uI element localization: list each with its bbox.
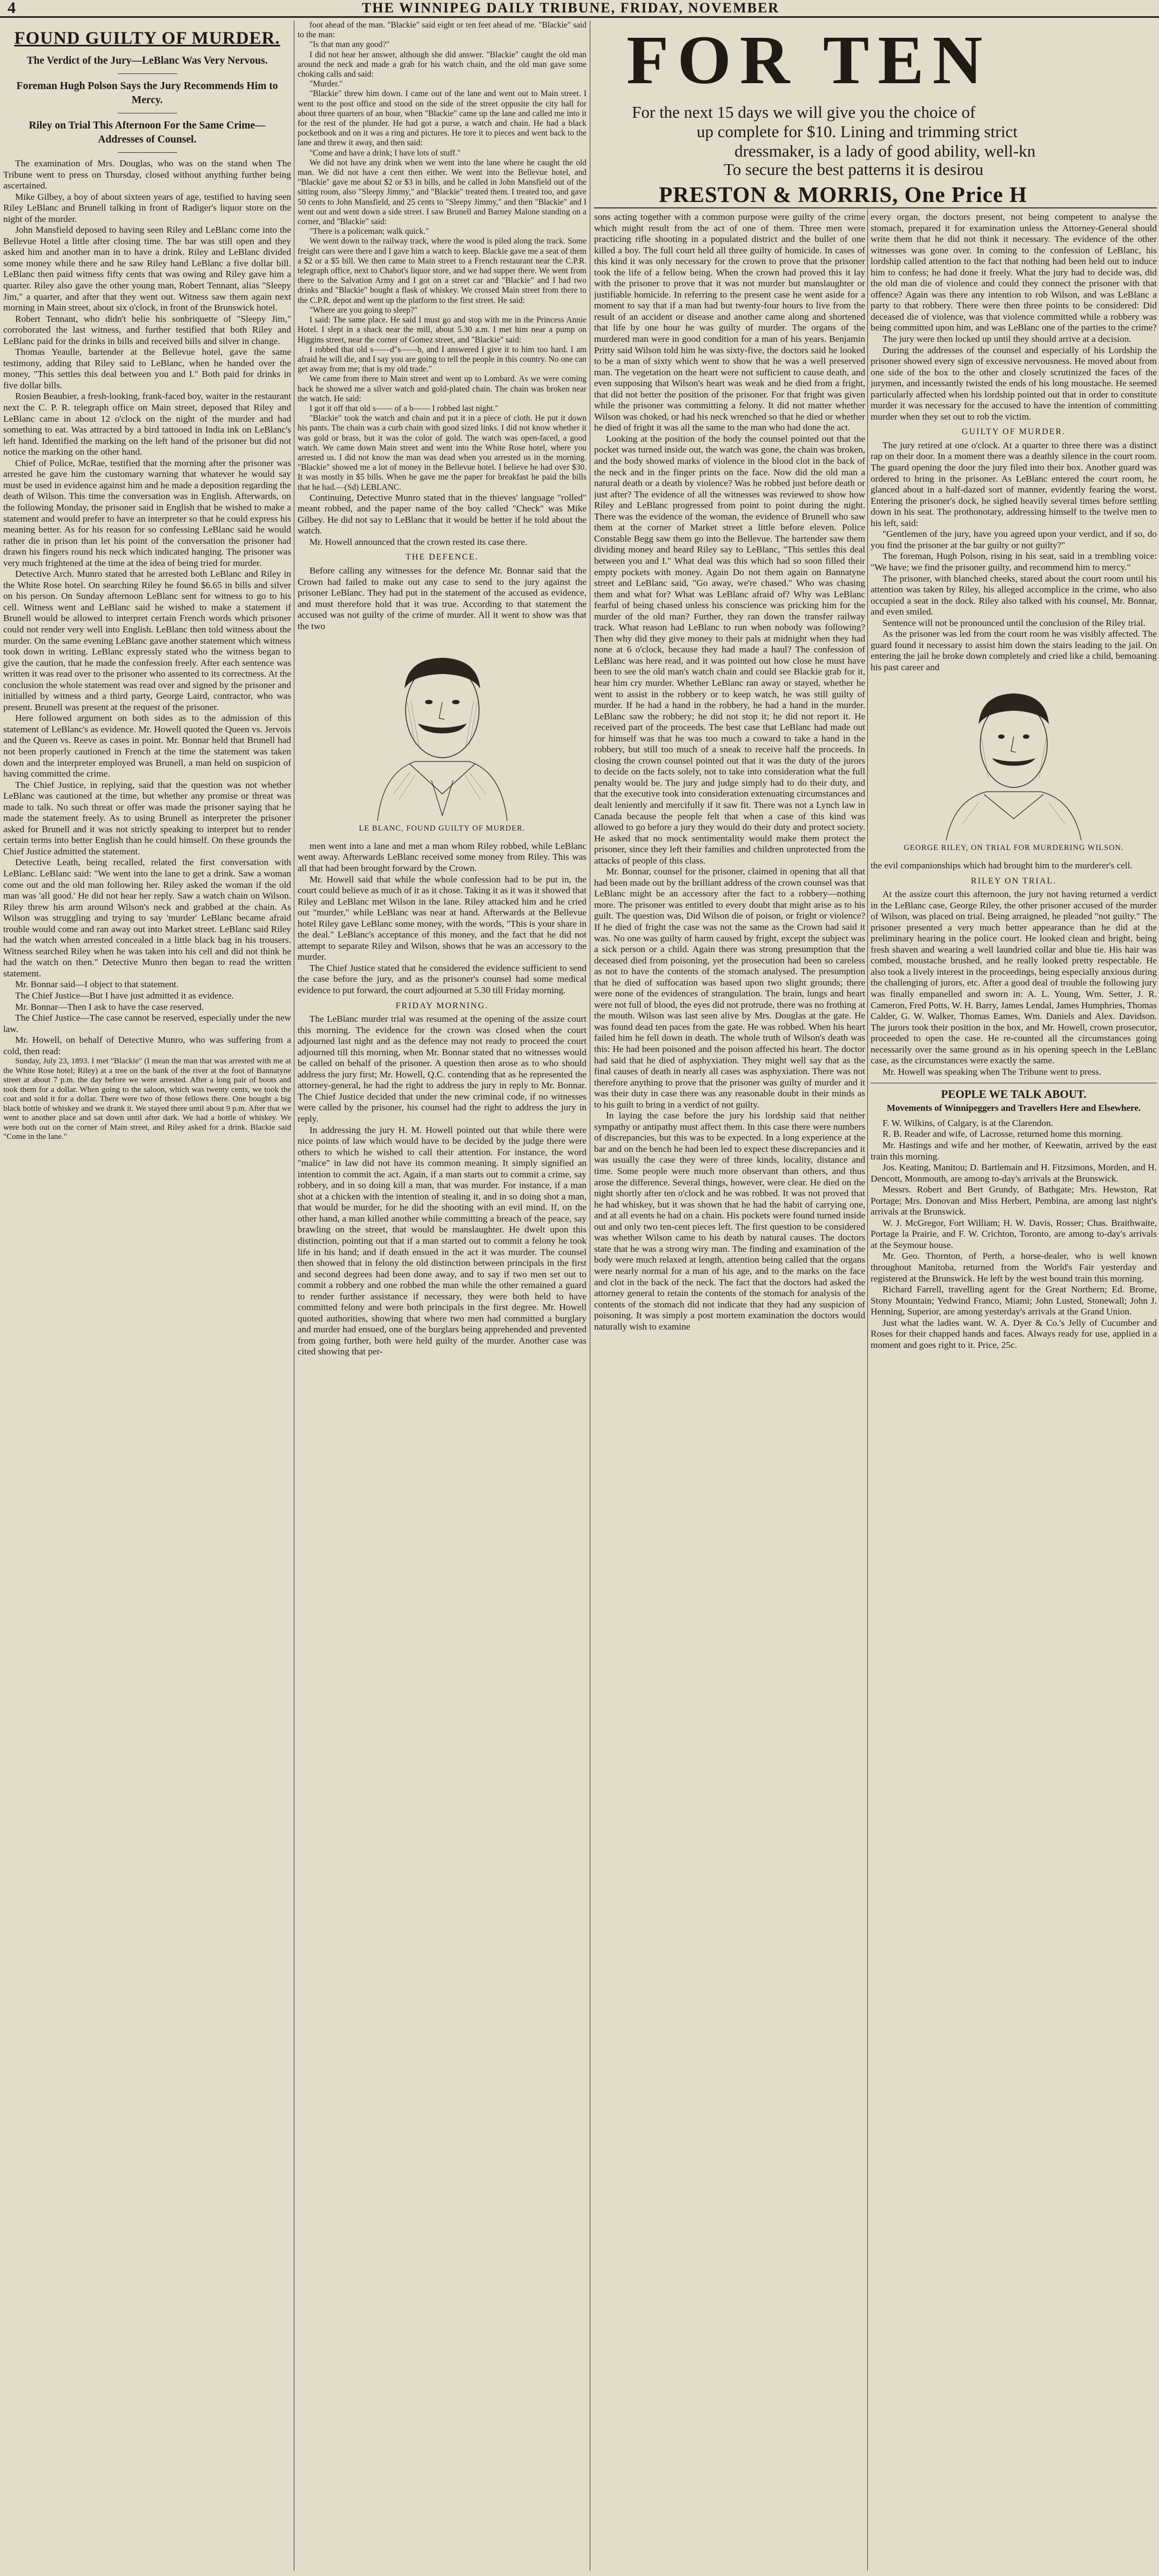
- paragraph: Sentence will not be pronounced until the conclusion of the Riley trial.: [882, 617, 1145, 628]
- paragraph: Richard Farrell, travelling agent for the Great Northern; Ed. Brome, Stony Mountain; Yedwind Franco, Miami; John Lusted, Stonewall; John J. Henning, Superior, are among yesterday's arrivals at the Grand Union.: [871, 1284, 1157, 1317]
- paragraph: Mr. Howell said that while the whole confession had to be put in, the court could believe as much of it as it chose. Taking it as it was it showed that Riley and LeBlanc met Wilson in the lane. Riley attacked him and he cried out "murder," while LeBlanc was near at hand. Afterwards at the Bellevue hotel Riley gave LeBlanc some money, with the words, "This is your share in the deal." LeBlanc's acceptance of this money, and the fact that he did not attempt to separate Riley and Wilson, shows that he was an accessory to the murder.: [298, 874, 587, 962]
- headline-deck: Riley on Trial This Afternoon For the Same Crime—Addresses of Counsel.: [29, 120, 266, 145]
- divider: [118, 152, 177, 153]
- paragraph: The prisoner, with blanched cheeks, stared about the court room until his attention was taken by Riley, his alleged accomplice in the crime, who also occupied a seat in the dock. Riley also talked with his counsel, Mr. Bonnar, and even smiled.: [871, 573, 1157, 617]
- ad-line: To secure the best patterns it is desirou: [724, 160, 983, 179]
- paragraph: Sunday, July 23, 1893. I met "Blackie" (I mean the man that was arrested with me at the White Rose hotel; Riley) at a tree on the bank of the river at the foot of Bannatyne street at about 7 p.m. the day before we were arrested. After a long pair of boots and took them for a dollar. When going to the saloon, which was twenty cents, we took the coat and sold it for a dollar. There were two of those fellows there. One bought a big black bottle of whiskey and we drank it. We stayed there until about 9 p.m. After that we went to another place and sat down until after dark. We had a bottle of whiskey. We were both out on the corner of Main street, and Riley asked for a drink. Blackie said "Come in the lane.": [3, 1057, 291, 1142]
- paragraph: Here followed argument on both sides as to the admission of this statement of LeBlanc's as evidence. Mr. Howell quoted the Queen vs. Jervois and the Queen vs. Reeve as cases in point. Mr. Bonnar held that Brunell had not been properly cautioned in French at the time the statement was taken down and the interpreter employed was Brunell, a man held on suspicion of having committed the crime.: [3, 713, 291, 779]
- paragraph: John Mansfield deposed to having seen Riley and LeBlanc come into the Bellevue Hotel a little after closing time. The bar was still open and they asked him and another man in to have a drink. Riley and LeBlanc divided some money while there and he saw Riley hand LeBlanc a five dollar bill. LeBlanc then paid witness fifty cents that was owing and Riley gave him a quarter. Riley also gave the other young man, Robert Tennant, alias "Sleepy Jim," a quarter, and after that they went out. Witness saw them again next morning in Main street, about six o'clock, in front of the Brunswick hotel.: [3, 225, 291, 313]
- headline-deck: Foreman Hugh Polson Says the Jury Recommends Him to Mercy.: [16, 80, 278, 106]
- paragraph: Mr. Bonnar, counsel for the prisoner, claimed in opening that all that had been made out by the brilliant address of the crown counsel was that LeBlanc might be an accessory after the fact to a robbery—nothing more. The prisoner was entitled to every doubt that might arise as to his guilt. The question was, Did Wilson die of poison, or fright or violence? If he died of fright the case was not the same as the Crown had said it was. No one was guilty of harm caused by fright, except the subject was a sick person or a child. Again there was strong presumption that the deceased died from poisoning, yet the prosecution had been so careless as not to have the contents of the stomach analysed. The presumption that he died of suffocation was based upon two slight grounds; there were none of the evidences of strangulation. The brain, lungs and heart were not full of blood, the eyes did not protrude, there was no frothing at the mouth. Wilson was last seen alive by Mrs. Douglas at the gate. He was found dead ten paces from the gate. He was robbed. When his heart failed him he fell down in death. The whole truth of Wilson's death was this: He had been poisoned and the poison affected his heart. The doctor had said that he died of asphyxiation. They might well say that as the final causes of death in nearly all cases was asphyxiation. There was not therefore anything to prove that the prisoner was guilty of murder and it was their duty in case there was any reasonable doubt in their minds as to his guilt to bring in a verdict of not guilty.: [594, 866, 865, 1110]
- ad-line: For the next 15 days we will give you the choice of: [632, 103, 976, 122]
- paragraph: We came from there to Main street and went up to Lombard. As we were coming back he showed me a silver watch and gold-plated chain. The chain was broken near the watch. He said:: [298, 374, 587, 403]
- paragraph: Mr. Howell was speaking when The Tribune went to press.: [882, 1066, 1101, 1077]
- paragraph: During the addresses of the counsel and especially of his Lordship the prisoner showed every sign of excessive nervousness. He moved about from one side of the box to the other and closely scrutinized the faces of the jurymen, and incessantly twisted the ends of his long moustache. He seemed particularly affected when his lordship pointed out that in order to constitute murder it was necessary for the accused to have the intention of committing murder when they set out to rob the victim.: [871, 345, 1157, 422]
- paragraph: Jos. Keating, Manitou; D. Bartlemain and H. Fitzsimons, Morden, and H. Dencott, Monmouth, are among to-day's arrivals at the Brunswick.: [871, 1162, 1157, 1184]
- ad-line: dressmaker, is a lady of good ability, well-kn: [735, 141, 1036, 160]
- paragraph: "Murder.": [309, 79, 343, 89]
- paragraph: Mr. Bonnar said—I object to that statement.: [15, 979, 179, 990]
- paragraph: Mr. Hastings and wife and her mother, of Keewatin, arrived by the east train this morning.: [871, 1140, 1157, 1162]
- portrait-riley: [871, 678, 1157, 840]
- advertisement: [594, 21, 1157, 208]
- paragraph: The Chief Justice—But I have just admitted it as evidence.: [15, 990, 234, 1001]
- column-rule: [867, 210, 868, 2571]
- paragraph: We went down to the railway track, where the wood is piled along the track. Some freight cars were there and I gave him a watch to keep. Blackie gave me a seat of them a $2 or a $5 bill. We then came to Main street to a French restaurant near the C.P.R. telegraph office, next to Chabot's liquor store, and we had supper there. We went from there to the Salvation Army and I got on a street car and "Blackie" and I had two drinks and "Blackie" bought a flask of whiskey. We crossed Main street from there to the C.P.R. depot and went up the platform to the first street. He said:: [298, 237, 587, 305]
- portrait-caption: GEORGE RILEY, ON TRIAL FOR MURDERING WILSON.: [904, 844, 1124, 853]
- engraving-image: [925, 678, 1103, 840]
- paragraph: Chief of Police, McRae, testified that the morning after the prisoner was arrested he gave him the customary warning that whatever he would say must be used in evidence against him and he made a deposition regarding the death of Wilson. This time the conversation was in English. Afterwards, on the following Monday, the prisoner said in English that he wished to make a statement and would prefer to have an interpreter so that he could express his meaning better. As for his reason for so confessing LeBlanc said he would rather die in prison than let his point of the conversation the prisoner had drawn his fingers round his neck which indicated hanging. The prisoner was very much frightened at the time at the idea of being tried for murder.: [3, 457, 291, 568]
- column-2: [298, 21, 587, 2564]
- paragraph: In addressing the jury H. M. Howell pointed out that while there were nice points of law which would have to be decided by the judge there were others to which he wished to call their attention. For instance, the word "malice" in law did not have its common meaning. It simply signified an intention to commit the act. Again, if a man starts out to commit a crime, say robbery, and in so doing kill a man, that was murder. For instance, if a man shot at a chicken with the intention of stealing it, and in so doing shot a man, that would be murder, for he did the shooting with an evil mind. If, on the other hand, a man killed another while committing a breach of the peace, say brawling on the street, that would be manslaughter. He dwelt upon this distinction, pointing out that if a man started out to commit a felony he took life in his hand; and if death ensued in the act it was murder. The counsel then showed that in felony the old distinction between principals in the first and second degrees had been done away, and to say if two men set out to commit a robbery and one robbed the man while the other remained a guard to render further assistance if necessary, they were both held to have committed felony and were both principals in the first degree. Mr. Howell quoted authorities, showing that where two men had committed a burglary and murder had ensued, one of the burglars being apprehended and prevented from going further, both were held guilty of the murder. Another case was cited showing that per-: [298, 1124, 587, 1357]
- paragraph: I got it off that old s—— of a b—— I robbed last night.": [309, 403, 498, 413]
- divider: [118, 73, 177, 74]
- paragraph: "There is a policeman; walk quick.": [309, 227, 429, 237]
- paragraph: Just what the ladies want. W. A. Dyer & Co.'s Jelly of Cucumber and Roses for their chapped hands and faces. Always ready for use, applied in a moment and goes right to it. Price, 25c.: [871, 1317, 1157, 1350]
- paragraph: Detective Leath, being recalled, related the first conversation with LeBlanc. LeBlanc said: "We went into the lane to get a drink. Saw a woman come out and the old man following her. Riley asked the woman if the old man was 'all good.' He did not hear her reply. Saw a watch chain on Wilson. Riley threw his arm around Wilson's neck and grabbed at the chain. As Wilson was struggling and trying to say 'murder' LeBlanc became afraid trouble would come and ran away out into Market street. LeBlanc said Riley had the watch when arrested concealed in a little black bag in his trousers. Witness searched Riley when he was taken into his cell and did not think he had the watch on then." Detective Munro then began to read the written statement.: [3, 857, 291, 979]
- paragraph: "Where are you going to sleep?": [309, 305, 418, 315]
- headline-deck: The Verdict of the Jury—LeBlanc Was Very Nervous.: [26, 55, 268, 66]
- paragraph: As the prisoner was led from the court room he was visibly affected. The guard found it necessary to assist him down the stairs leading to the jail. On entering the jail he broke down completely and cried like a child, bemoaning his past career and: [871, 629, 1157, 672]
- paragraph: The Chief Justice—The case cannot be reserved, especially under the new law.: [3, 1013, 291, 1034]
- portrait-caption: LE BLANC, FOUND GUILTY OF MURDER.: [359, 824, 525, 833]
- paragraph: "Blackie" took the watch and chain and put it in a piece of cloth. He put it down his pants. The chain was a curb chain with good sized links. I did not know whether it was gold or brass, but it was the color of gold. The watch was open-faced, a good watch. We came down Main street and went into the White Rose hotel, where you arrested us. I did not know the man was dead when you arrested us in the morning. "Blackie" showed me a lot of money in the Bellevue hotel. I believe he had over $30. It was mostly in $5 bills. When he gave me the paper for breakfast he paid the bills that he had.—(Sd) LEBLANC.: [298, 414, 587, 492]
- ad-firm-name: PRESTON & MORRIS, One Price H: [659, 182, 1027, 207]
- paragraph: At the assize court this afternoon, the jury not having returned a verdict in the LeBlanc case, George Riley, the other prisoner accused of the murder of Wilson, was placed on trial. Being arraigned, he pleaded "not guilty." The prisoner presented a very much better appearance than he did at the preliminary hearing in the police court. He looked clean and bright, being fresh shaven and wearing a well laundried collar and blue tie. His hair was combed, moustache brushed, and he really looked pretty respectable. He also took a lively interest in the proceedings, being especially anxious during the challenging of jurors, etc. After a good deal of trouble the following jury was finally empanelled and sworn in: A. L. Young, Wm. Setter, J. R. Cameron, Fred Potts, W. H. Barry, James Lendal, James Humphries, Thomas Calder, G. W. Walker, Thomas Eames, Wm. Daniels and Alex. Davidson. The jurors took their position in the box, and Mr. Howell, crown prosecutor, proceeded to open the case. He re-counted all the circumstances going necessarily over the same ground as in his opening speech in the LeBlanc case, as the circumstances were exactly the same.: [871, 889, 1157, 1066]
- paragraph: Messrs. Robert and Bert Grundy, of Bathgate; Mrs. Hewston, Rat Portage; Mrs. Donovan and Miss Herbert, Pembina, are among last night's arrivals at the Brunswick.: [871, 1184, 1157, 1217]
- paragraph: We did not have any drink when we went into the lane where he caught the old man. We did not have a cent then either. We went into the Bellevue hotel, and "Blackie" gave me about $2 or $3 in bills, and he called in John Mansfield out of the sitting room, also "Sleepy Jimmy," and "Blackie" treated them. I treated too, and gave 50 cents to John Mansfield, and 25 cents to "Sleepy Jimmy," and then "Blackie" and I went out and went down a side street. I saw Brunell and Barney Malone standing on a corner, and "Blackie" said:: [298, 158, 587, 227]
- paragraph: the evil companionships which had brought him to the murderer's cell.: [871, 860, 1133, 871]
- masthead: [0, 0, 1159, 18]
- paragraph: Looking at the position of the body the counsel pointed out that the pocket was turned inside out, the watch was gone, the chain was broken, and the body showed marks of violence in the blood clot in the back of the neck and in the finger prints on the face. Now did the old man a natural death or a death by violence? Was he robbed just before death or just after? The evidence of all the witnesses was reviewed to show how Riley and LeBlanc progressed from point to point during the night. There was the evidence of the woman, the evidence of Brunell who saw them at the corner of Market street a little before eleven. Police Constable Begg saw them go into the Bellevue. The bartender saw them dividing money and heard Riley say to LeBlanc, "This settles this deal between you and I." What deal was this which had so soon filled their empty pockets with money. Again Do not them again on Bannatyne street and LeBlanc said, "Go away, we're chased." Who was chasing them and what for? What was LeBlanc afraid of? Why was LeBlanc fearful of being chased unless his conscience was pricking him for the murder of the old man? Further, they ran down the transfer railway track. What reason had LeBlanc to run when nobody was following? Then why did they give money to their pals at midnight when they had none at 6 o'clock, because they had made a haul? The confession of LeBlanc was here read, and it was pointed out how close he must have been to see the old man's watch chain and could see Blackie grab for it, hear him cry murder. Whether LeBlanc ran away or stayed, whether he went to assist in the robbery or to keep watch, he was still guilty of murder. If he had a hand in the robbery, he had a hand in the murder. LeBlanc saw the robbery; he did not stop it; he did not report it. He received part of the proceeds. The best case that LeBlanc had made out for himself was that he was too much a coward to take a hand in the robbery, but still too much of a sneak to receive half the proceeds. In closing the crown counsel pointed out that it was the duty of the jurors to decide on the facts solely, not to take into consideration what the full penalty would be. The jury and judge simply had to do their duty, and that the executive took into consideration extenuating circumstances and dealt leniently and mercifully if it saw fit. There was not a Lynch law in Canada because the people felt that when a case of this kind was allowed to go before a jury they would do their duty and protect society. He asked that no mock sentimentality would make them protect the prisoner, since they left their families and children unprotected from the attacks of people of this class.: [594, 433, 865, 866]
- paragraph: Mr. Howell, on behalf of Detective Munro, who was suffering from a cold, then read:: [3, 1035, 291, 1056]
- engraving-image: [345, 637, 540, 821]
- newspaper-title: THE WINNIPEG DAILY TRIBUNE, FRIDAY, NOVEMBER: [362, 0, 780, 16]
- paragraph: The Chief Justice stated that he considered the evidence sufficient to send the case before the jury, and as the prisoner's counsel had some medical evidence to put forward, the court adjourned at 5.30 till Friday morning.: [298, 962, 587, 995]
- section-headline: PEOPLE WE TALK ABOUT.: [941, 1088, 1087, 1101]
- section-title: THE DEFENCE.: [405, 552, 479, 562]
- section-title: GUILTY OF MURDER.: [961, 427, 1066, 437]
- portrait-leblanc: [298, 637, 587, 821]
- page-number: 4: [8, 0, 16, 17]
- paragraph: In laying the case before the jury his lordship said that neither sympathy or antipathy must affect them. In this case there were numbers of discrepancies, but this was to be expected. In a long experience at the bar and on the bench he had been led to expect these discrepancies and it was usually the case they were of three kinds, locality, distance and time. Some people were much more observant than others, and thus arose the difference. Several things, however, were clear. He died on the night shortly after ten o'clock and he was robbed. It was not proved that he had whiskey, but it was shown that he had the habit of carrying one, and at all events he had on a chain. His pockets were found turned inside out and only two ten-cent pieces left. The first question to be considered was whether Wilson came to his death by natural causes. The doctors state that he was a strong wiry man. The finding and examination of the body were much relaxed at length, attention being called that the organs were nearly normal for a man of his age, and to the marks on the face and clot in the back of the neck. The fact that the doctors had asked the attorney general to retain the contents of the stomach for analysis of the contents of the stomach did not indicate that they had any suspicion of poisoning. It was simply a post mortem examination the doctors would naturally wish to examine: [594, 1110, 865, 1332]
- paragraph: The foreman, Hugh Polson, rising in his seat, said in a trembling voice: "We have; we find the prisoner guilty, and recommend him to mercy.": [871, 551, 1157, 572]
- paragraph: Thomas Yeaulle, bartender at the Bellevue hotel, gave the same testimony, adding that Riley said to LeBlanc, when he handed over the money, "This settles this deal between you and I." Both paid for drinks in five dollar bills.: [3, 347, 291, 390]
- paragraph: foot ahead of the man. "Blackie" said eight or ten feet ahead of me. "Blackie" said to the man:: [298, 21, 587, 40]
- paragraph: Mr. Bonnar—Then I ask to have the case reserved.: [15, 1001, 204, 1012]
- paragraph: "Gentlemen of the jury, have you agreed upon your verdict, and if so, do you find the prisoner at the bar guilty or not guilty?": [871, 529, 1157, 550]
- section-title: FRIDAY MORNING.: [395, 1001, 489, 1010]
- paragraph: "Blackie" threw him down. I came out of the lane and went out to Main street. I went to the post office and stood on the side of the street opposite the city hall for about three quarters of an hour, when "Blackie" came up the lane and called me into it for the rest of the plunder. He had got a purse, a watch and chain. He had a black pocketbook and on it was a ring and pictures. He tore it to pieces and went back to the lane and threw it away, and then said:: [298, 89, 587, 148]
- paragraph: I robbed that old s——d"s——b, and I answered I give it to him too hard. I am afraid he will die, and I say you are going to tell the people in this country. No one can get away from me; that is my old trade.": [298, 345, 587, 374]
- paragraph: The examination of Mrs. Douglas, who was on the stand when The Tribune went to press on Thursday, closed without anything further being ascertained.: [3, 158, 291, 191]
- paragraph: Mike Gilbey, a boy of about sixteen years of age, testified to having seen Riley LeBlanc and Brunell talking in front of Radiger's liquor store on the night of the murder.: [3, 191, 291, 224]
- paragraph: Mr. Geo. Thornton, of Perth, a horse-dealer, who is well known throughout Manitoba, returned from the World's Fair yesterday and registered at the Brunswick. He left by the west bound train this morning.: [871, 1251, 1157, 1284]
- paragraph: "Is that man any good?": [309, 40, 390, 50]
- paragraph: sons acting together with a common purpose were guilty of the crime which might result from the act of one of them. Three men were practicing rifle shooting in a populated district and the bullet of one killed a boy. The full court held all three guilty of homicide. In cases of this kind it was only necessary for the crown to prove that the prisoner took the life of a fellow being. When the crown had proved this it lay with the prisoner to prove that it was not murder but manslaughter or justifiable homicide. In referring to the present case he went aside for a moment to say that if a man had but twenty-four hours to live from the result of an accident or disease and another came along and shortened that life by one hour he was guilty of murder. The organs of the murdered man were in good condition for a man of his years. Benjamin Pritty said Wilson told him he was sixty-five, the doctors said he looked to be a man of sixty which went to show that he was a well preserved man. The vegetation on the heart were not sufficient to cause death, and even supposing that Wilson's heart was weak and he died from a fright, that did not better the position of the prisoner. For that fright was given while the prisoner was committing a felony. It did not matter whether Wilson was choked, or had his neck wrenched so that he died or whether he died of fright it was all the same to the man who had done the act.: [594, 212, 865, 433]
- paragraph: The jury were then locked up until they should arrive at a decision.: [882, 334, 1131, 345]
- column-1: [3, 21, 291, 2564]
- paragraph: men went into a lane and met a man whom Riley robbed, while LeBlanc went away. Afterwards LeBlanc received some money from Riley. This was all that had been brought forward by the Crown.: [298, 840, 587, 873]
- paragraph: The Chief Justice, in replying, said that the question was not whether LeBlanc was cautioned at the time, but whether any promise or threat was made to talk. No such threat or offer was made the prisoner saying that he made the statement freely. As to using Brunell as interpreter the prisoner asked for Brunell and it was not strictly speaking to interpret but to render certain terms into better English than he could himself. On these grounds the Chief Justice admitted the statement.: [3, 779, 291, 857]
- paragraph: Robert Tennant, who didn't belie his sonbriquette of "Sleepy Jim," corroborated the last witness, and further testified that both Riley and LeBlanc paid for the drinks in bills and received bills and silver in change.: [3, 313, 291, 346]
- paragraph: I said: The same place. He said I must go and stop with me in the Princess Annie Hotel. I slept in a shack near the mill, about 5.30 a.m. I met him near a pump on Higgins street, near the corner of Gomez street, and "Blackie" said:: [298, 315, 587, 345]
- paragraph: W. J. McGregor, Fort William; H. W. Davis, Rosser; Chas. Braithwaite, Portage la Prairie, and F. W. Crichton, Toronto, are among to-day's arrivals at the Seymour house.: [871, 1217, 1157, 1250]
- paragraph: Mr. Howell announced that the crown rested its case there.: [309, 536, 528, 547]
- paragraph: Continuing, Detective Munro stated that in the thieves' language "rolled" meant robbed, and the paper name of the boy called "Check" was Mike Gilbey. He did not say to LeBlanc that it would be better if he told about the watch.: [298, 492, 587, 536]
- section-deck: Movements of Winnipeggers and Travellers Here and Elsewhere.: [886, 1102, 1141, 1113]
- paragraph: Before calling any witnesses for the defence Mr. Bonnar said that the Crown had failed to make out any case to send to the jury against the prisoner LeBlanc. They had put in the statement of the accused as evidence, and must therefore hold that it was true. According to that statement the accused was not guilty of the crime of murder. All it went to show was that the two: [298, 565, 587, 631]
- paragraph: R. B. Reader and wife, of Lacrosse, returned home this morning.: [882, 1129, 1123, 1139]
- paragraph: The jury retired at one o'clock. At a quarter to three there was a distinct rap on their door. In a moment there was a deathly silence in the court room. The guard opening the door the jury filed into their box. Another guard was ordered to bring in the prisoner. As LeBlanc entered the court room, he glanced about in a half-dazed sort of manner, evidently fearing the worst. Entering the prisoner's dock, he sighed heavily several times before settling down in his seat. The prothonotary, addressing himself to the twelve men to his left, said:: [871, 440, 1157, 528]
- article-headline: FOUND GUILTY OF MURDER.: [14, 29, 280, 48]
- paragraph: "Come and have a drink; I have lots of stuff.": [309, 148, 461, 158]
- paragraph: The LeBlanc murder trial was resumed at the opening of the assize court this morning. The evidence for the crown was closed when the court adjourned last night and as the defence may not ready to proceed the court adjourned till this morning, when Mr. Bonnar stated that no witnesses would be called on behalf of the prisoner. A question then arose as to who should address the jury first; Mr. Howell, Q.C. contending that as he represented the attorney-general, he had the right to address the jury in reply to Mr. Bonnar. The Chief Justice decided that under the new criminal code, if no witnesses were called by the prisoner, his counsel had the right to address the jury in reply.: [298, 1014, 587, 1124]
- paragraph: Rosien Beaubier, a fresh-looking, frank-faced boy, waiter in the restaurant next the C. P. R. telegraph office on Main street, deposed that Riley and LeBlanc came in about 12 o'clock on the night of the murder and had something to eat. Was attracted by a bird tattooed in India ink on LeBlanc's left hand. Identified the marking on the left hand of the prisoner but did not notice the marking on the other hand.: [3, 391, 291, 457]
- paragraph: every organ, the doctors present, not being competent to analyse the stomach, prepared it for examination unless the Attorney-General should write them that he did not think it necessary. The evidence of the other witnesses was gone over. In coming to the confession of LeBlanc, his lordship called attention to the fact that nothing had been held out to induce him to confess; he had done it freely. What the jury had to decide was, did the old man die of violence and could they connect the prisoner with that offence? Again was there any intention to rob Wilson, and was LeBlanc a party to that robbery. There were then three points to be considered: Did deceased die of violence, was that violence committed while a robbery was being committed upon him, and was LeBlanc one of the parties to the crime?: [871, 212, 1157, 333]
- column-4: [871, 212, 1157, 2564]
- paragraph: I did not hear her answer, although she did answer. "Blackie" caught the old man around the neck and made a grab for his watch chain, and the old man gave some choking calls and said:: [298, 50, 587, 79]
- ad-line: up complete for $10. Lining and trimming strict: [697, 122, 1018, 141]
- section-title: RILEY ON TRIAL.: [971, 876, 1057, 886]
- paragraph: Detective Arch. Munro stated that he arrested both LeBlanc and Riley in the White Rose hotel. On searching Riley he found $6.65 in bills and silver on his person. On Sunday afternoon LeBlanc sent for witness to go to his cell. Witness went and LeBlanc said he wished to make a statement if Brunell would be allowed to interpret certain French words which prisoner could not render very well into English. LeBlanc then told witness about the murder. On the same evening LeBlanc gave another statement which witness took down in writing. LeBlanc expressly stated who the witness began to give the caution, that he made the confession freely. After each sentence was written it was read over to the prisoner who assented to its correctness. At the conclusion the whole statement was read over and signed by the prisoner and initialled by witness and a third party, George Laird, contractor, who was present. Brunell was present at the request of the prisoner.: [3, 569, 291, 712]
- column-3: [594, 212, 865, 2564]
- paragraph: F. W. Wilkins, of Calgary, is at the Clarendon.: [882, 1117, 1053, 1128]
- ad-headline: FOR TEN: [626, 22, 992, 98]
